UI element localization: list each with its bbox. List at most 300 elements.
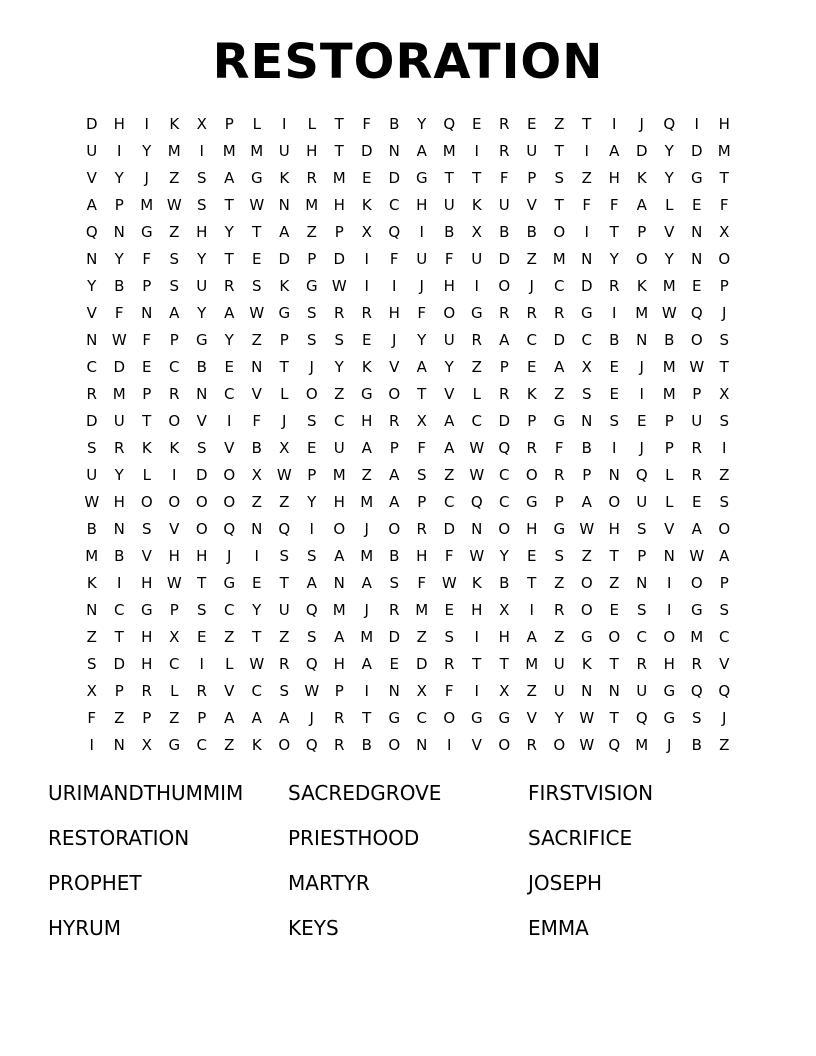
grid-letter: Y	[664, 169, 674, 187]
grid-letter: T	[499, 655, 509, 673]
grid-letter: D	[498, 250, 511, 268]
grid-letter: C	[581, 331, 592, 349]
grid-letter: R	[636, 655, 647, 673]
grid-letter: R	[224, 277, 235, 295]
grid-letter: Q	[305, 601, 318, 619]
grid-letter: U	[636, 682, 648, 700]
grid-letter: R	[444, 655, 455, 673]
grid-letter: Z	[609, 574, 620, 592]
grid-letter: I	[254, 547, 259, 565]
grid-letter: D	[360, 142, 373, 160]
grid-letter: A	[279, 709, 290, 727]
grid-letter: Z	[224, 736, 235, 754]
grid-letter: N	[113, 736, 125, 754]
grid-letter: B	[664, 331, 675, 349]
grid-letter: L	[142, 466, 151, 484]
grid-letter: B	[389, 115, 400, 133]
grid-letter: A	[86, 196, 97, 214]
grid-letter: E	[444, 601, 454, 619]
grid-letter: E	[307, 439, 317, 457]
grid-letter: O	[195, 493, 208, 511]
grid-row	[78, 570, 738, 597]
grid-letter: D	[580, 277, 593, 295]
grid-letter: M	[415, 601, 429, 619]
grid-letter: N	[86, 331, 98, 349]
grid-letter: F	[362, 115, 372, 133]
grid-letter: E	[252, 574, 262, 592]
grid-letter: U	[443, 331, 455, 349]
grid-letter: S	[169, 277, 180, 295]
grid-letter: X	[279, 439, 290, 457]
grid-letter: R	[691, 439, 702, 457]
grid-letter: Q	[608, 736, 621, 754]
grid-letter: I	[474, 628, 479, 646]
grid-letter: T	[444, 169, 454, 187]
grid-row	[78, 516, 738, 543]
grid-row	[78, 489, 738, 516]
grid-letter: C	[196, 736, 207, 754]
grid-letter: N	[581, 682, 593, 700]
word-list-item: FIRSTVISION	[528, 781, 654, 805]
grid-letter: Z	[279, 493, 290, 511]
grid-letter: A	[444, 439, 455, 457]
grid-letter: I	[612, 304, 617, 322]
grid-letter: K	[169, 115, 180, 133]
grid-row	[78, 651, 738, 678]
grid-letter: H	[443, 277, 455, 295]
grid-letter: M	[360, 628, 374, 646]
grid-letter: Y	[609, 250, 619, 268]
grid-letter: H	[388, 304, 400, 322]
grid-letter: R	[196, 682, 207, 700]
grid-letter: N	[471, 520, 483, 538]
grid-letter: F	[142, 250, 152, 268]
grid-letter: F	[417, 574, 427, 592]
word-list-item: URIMANDTHUMMIM	[48, 781, 244, 805]
grid-letter: I	[584, 142, 589, 160]
grid-letter: U	[278, 142, 290, 160]
grid-letter: R	[114, 439, 125, 457]
grid-letter: C	[554, 277, 565, 295]
grid-letter: H	[333, 493, 345, 511]
grid-letter: A	[691, 520, 702, 538]
grid-letter: A	[224, 169, 235, 187]
grid-letter: Z	[581, 169, 592, 187]
grid-letter: P	[582, 466, 592, 484]
grid-letter: D	[85, 115, 98, 133]
grid-letter: I	[309, 520, 314, 538]
grid-letter: T	[114, 628, 124, 646]
grid-letter: O	[168, 412, 181, 430]
grid-letter: S	[444, 628, 455, 646]
grid-letter: Z	[86, 628, 97, 646]
grid-letter: S	[306, 331, 317, 349]
word-list-item: MARTYR	[288, 871, 370, 895]
grid-letter: G	[223, 574, 236, 592]
grid-letter: E	[637, 412, 647, 430]
grid-letter: X	[719, 385, 730, 403]
grid-letter: M	[85, 547, 99, 565]
grid-letter: P	[554, 493, 564, 511]
grid-letter: A	[224, 304, 235, 322]
grid-letter: V	[251, 385, 262, 403]
grid-letter: N	[278, 196, 290, 214]
grid-letter: W	[579, 736, 595, 754]
word-list-item: HYRUM	[48, 916, 122, 940]
grid-letter: S	[719, 493, 730, 511]
grid-letter: Z	[581, 547, 592, 565]
grid-letter: S	[581, 385, 592, 403]
grid-letter: D	[388, 628, 401, 646]
grid-letter: R	[169, 385, 180, 403]
grid-letter: R	[389, 412, 400, 430]
grid-letter: E	[609, 358, 619, 376]
grid-letter: O	[690, 331, 703, 349]
grid-letter: N	[608, 682, 620, 700]
grid-letter: P	[142, 385, 152, 403]
grid-letter: P	[142, 277, 152, 295]
grid-letter: G	[690, 601, 703, 619]
grid-letter: P	[114, 682, 124, 700]
grid-letter: Y	[87, 277, 97, 295]
grid-letter: P	[114, 196, 124, 214]
grid-letter: O	[608, 628, 621, 646]
grid-letter: X	[169, 628, 180, 646]
grid-letter: Z	[444, 466, 455, 484]
grid-letter: A	[279, 223, 290, 241]
grid-letter: F	[609, 196, 619, 214]
grid-letter: I	[144, 115, 149, 133]
grid-letter: S	[196, 196, 207, 214]
grid-letter: H	[361, 412, 373, 430]
grid-letter: L	[252, 115, 261, 133]
grid-letter: T	[279, 574, 289, 592]
grid-row	[78, 138, 738, 165]
grid-letter: C	[444, 493, 455, 511]
grid-letter: O	[388, 385, 401, 403]
grid-letter: L	[472, 385, 481, 403]
grid-letter: A	[361, 574, 372, 592]
grid-letter: H	[141, 574, 153, 592]
grid-letter: Q	[635, 466, 648, 484]
grid-letter: L	[225, 655, 234, 673]
grid-letter: V	[196, 412, 207, 430]
grid-letter: O	[553, 736, 566, 754]
grid-letter: U	[416, 250, 428, 268]
grid-letter: E	[362, 331, 372, 349]
grid-letter: E	[472, 115, 482, 133]
grid-letter: T	[719, 358, 729, 376]
grid-letter: S	[691, 709, 702, 727]
grid-letter: E	[692, 196, 702, 214]
grid-letter: I	[172, 466, 177, 484]
grid-row	[78, 543, 738, 570]
grid-letter: M	[167, 142, 181, 160]
grid-letter: R	[526, 736, 537, 754]
grid-letter: O	[195, 520, 208, 538]
grid-letter: J	[364, 601, 369, 619]
grid-letter: X	[581, 358, 592, 376]
grid-letter: T	[334, 115, 344, 133]
grid-letter: I	[117, 142, 122, 160]
grid-letter: E	[527, 547, 537, 565]
grid-letter: B	[389, 547, 400, 565]
grid-letter: R	[691, 466, 702, 484]
grid-letter: A	[444, 412, 455, 430]
grid-letter: O	[498, 277, 511, 295]
word-list-item: SACRIFICE	[528, 826, 633, 850]
grid-letter: V	[719, 655, 730, 673]
grid-letter: X	[416, 682, 427, 700]
word-list-item: EMMA	[528, 916, 589, 940]
grid-letter: E	[692, 277, 702, 295]
grid-letter: T	[527, 574, 537, 592]
grid-letter: Z	[114, 709, 125, 727]
grid-letter: W	[276, 466, 292, 484]
grid-letter: M	[717, 142, 731, 160]
grid-letter: H	[196, 547, 208, 565]
grid-letter: D	[443, 520, 456, 538]
grid-letter: G	[663, 682, 676, 700]
grid-letter: P	[307, 250, 317, 268]
grid-letter: I	[447, 736, 452, 754]
grid-letter: Z	[554, 574, 565, 592]
grid-letter: I	[612, 115, 617, 133]
grid-letter: R	[306, 169, 317, 187]
grid-letter: Y	[417, 331, 427, 349]
grid-row	[78, 381, 738, 408]
grid-letter: W	[249, 655, 265, 673]
grid-letter: K	[361, 358, 372, 376]
grid-letter: G	[415, 169, 428, 187]
grid-letter: M	[662, 358, 676, 376]
grid-letter: O	[690, 574, 703, 592]
letter-grid	[78, 111, 738, 759]
grid-letter: I	[199, 142, 204, 160]
grid-letter: T	[279, 358, 289, 376]
grid-letter: W	[331, 277, 347, 295]
grid-letter: V	[526, 709, 537, 727]
grid-letter: H	[306, 142, 318, 160]
grid-letter: R	[554, 304, 565, 322]
grid-letter: B	[499, 223, 510, 241]
grid-letter: M	[222, 142, 236, 160]
page-title: RESTORATION	[212, 34, 604, 90]
grid-letter: J	[309, 709, 314, 727]
grid-letter: Z	[224, 628, 235, 646]
grid-letter: Q	[663, 115, 676, 133]
grid-row	[78, 732, 738, 759]
grid-letter: W	[166, 574, 182, 592]
grid-letter: V	[664, 520, 675, 538]
grid-letter: H	[663, 655, 675, 673]
grid-letter: G	[470, 304, 483, 322]
grid-letter: O	[553, 223, 566, 241]
grid-letter: V	[526, 196, 537, 214]
grid-letter: O	[498, 520, 511, 538]
grid-letter: B	[526, 223, 537, 241]
grid-letter: L	[307, 115, 316, 133]
grid-letter: O	[388, 736, 401, 754]
grid-letter: G	[140, 601, 153, 619]
grid-letter: K	[361, 196, 372, 214]
grid-letter: Q	[718, 682, 731, 700]
grid-letter: S	[416, 466, 427, 484]
grid-letter: C	[636, 628, 647, 646]
grid-letter: B	[691, 736, 702, 754]
grid-letter: F	[87, 709, 97, 727]
grid-letter: I	[584, 223, 589, 241]
grid-letter: O	[580, 601, 593, 619]
grid-letter: J	[639, 358, 644, 376]
grid-letter: Y	[114, 466, 124, 484]
grid-letter: P	[224, 115, 234, 133]
grid-letter: H	[608, 169, 620, 187]
grid-letter: S	[636, 601, 647, 619]
grid-letter: R	[334, 709, 345, 727]
grid-letter: I	[89, 736, 94, 754]
grid-letter: A	[361, 439, 372, 457]
grid-letter: A	[306, 574, 317, 592]
grid-letter: H	[113, 493, 125, 511]
grid-letter: D	[415, 655, 428, 673]
grid-letter: K	[279, 277, 290, 295]
grid-letter: P	[389, 439, 399, 457]
grid-letter: M	[442, 142, 456, 160]
grid-letter: T	[472, 655, 482, 673]
grid-letter: C	[334, 412, 345, 430]
grid-letter: Y	[142, 142, 152, 160]
grid-letter: Z	[169, 223, 180, 241]
grid-letter: S	[306, 412, 317, 430]
grid-letter: T	[609, 223, 619, 241]
grid-letter: U	[471, 250, 483, 268]
grid-letter: C	[251, 682, 262, 700]
grid-letter: A	[334, 628, 345, 646]
grid-letter: O	[718, 250, 731, 268]
grid-letter: V	[389, 358, 400, 376]
grid-letter: E	[224, 358, 234, 376]
grid-letter: P	[527, 412, 537, 430]
grid-letter: N	[251, 520, 263, 538]
grid-letter: I	[282, 115, 287, 133]
grid-letter: B	[499, 574, 510, 592]
grid-letter: H	[498, 628, 510, 646]
grid-letter: L	[170, 682, 179, 700]
grid-letter: F	[444, 547, 454, 565]
grid-letter: A	[636, 196, 647, 214]
grid-letter: I	[667, 601, 672, 619]
grid-letter: M	[250, 142, 264, 160]
grid-letter: K	[279, 169, 290, 187]
grid-letter: S	[196, 169, 207, 187]
grid-letter: N	[636, 574, 648, 592]
grid-letter: Y	[114, 169, 124, 187]
grid-letter: W	[469, 466, 485, 484]
grid-letter: L	[665, 466, 674, 484]
grid-letter: I	[474, 277, 479, 295]
grid-letter: G	[580, 304, 593, 322]
grid-letter: U	[498, 196, 510, 214]
grid-letter: T	[142, 412, 152, 430]
grid-letter: Z	[361, 466, 372, 484]
grid-letter: O	[278, 736, 291, 754]
grid-letter: C	[169, 655, 180, 673]
grid-letter: C	[169, 358, 180, 376]
grid-letter: Q	[278, 520, 291, 538]
grid-letter: N	[691, 223, 703, 241]
grid-letter: C	[719, 628, 730, 646]
grid-letter: F	[444, 250, 454, 268]
grid-letter: J	[392, 331, 397, 349]
grid-letter: E	[527, 115, 537, 133]
grid-letter: R	[499, 304, 510, 322]
grid-row	[78, 597, 738, 624]
grid-letter: X	[499, 682, 510, 700]
grid-letter: N	[141, 304, 153, 322]
grid-letter: G	[168, 736, 181, 754]
word-list-item: KEYS	[288, 916, 339, 940]
grid-letter: G	[580, 628, 593, 646]
grid-letter: A	[169, 304, 180, 322]
grid-letter: X	[141, 736, 152, 754]
grid-letter: Z	[526, 682, 537, 700]
grid-letter: O	[223, 493, 236, 511]
grid-letter: F	[417, 439, 427, 457]
grid-letter: A	[526, 628, 537, 646]
grid-letter: K	[169, 439, 180, 457]
grid-letter: V	[471, 736, 482, 754]
grid-letter: E	[389, 655, 399, 673]
grid-letter: C	[114, 601, 125, 619]
grid-letter: P	[279, 331, 289, 349]
grid-letter: O	[635, 250, 648, 268]
grid-letter: V	[224, 439, 235, 457]
grid-letter: S	[196, 439, 207, 457]
grid-letter: S	[169, 250, 180, 268]
grid-letter: G	[470, 709, 483, 727]
grid-letter: P	[169, 601, 179, 619]
grid-letter: Z	[279, 628, 290, 646]
grid-letter: G	[498, 709, 511, 727]
grid-letter: Z	[251, 331, 262, 349]
grid-letter: N	[86, 601, 98, 619]
grid-letter: N	[113, 223, 125, 241]
grid-letter: T	[334, 142, 344, 160]
grid-letter: N	[388, 142, 400, 160]
grid-letter: G	[663, 709, 676, 727]
grid-letter: B	[361, 736, 372, 754]
grid-letter: P	[664, 439, 674, 457]
grid-letter: S	[306, 628, 317, 646]
grid-letter: C	[389, 196, 400, 214]
grid-letter: S	[719, 412, 730, 430]
grid-letter: C	[86, 358, 97, 376]
grid-letter: B	[114, 277, 125, 295]
grid-letter: O	[443, 304, 456, 322]
grid-letter: K	[636, 277, 647, 295]
grid-letter: I	[474, 682, 479, 700]
grid-letter: P	[719, 277, 729, 295]
grid-letter: F	[499, 169, 509, 187]
grid-letter: A	[361, 655, 372, 673]
grid-letter: O	[663, 628, 676, 646]
grid-letter: J	[282, 412, 287, 430]
grid-letter: B	[86, 520, 97, 538]
grid-letter: V	[86, 304, 97, 322]
grid-letter: X	[361, 223, 372, 241]
grid-row	[78, 273, 738, 300]
